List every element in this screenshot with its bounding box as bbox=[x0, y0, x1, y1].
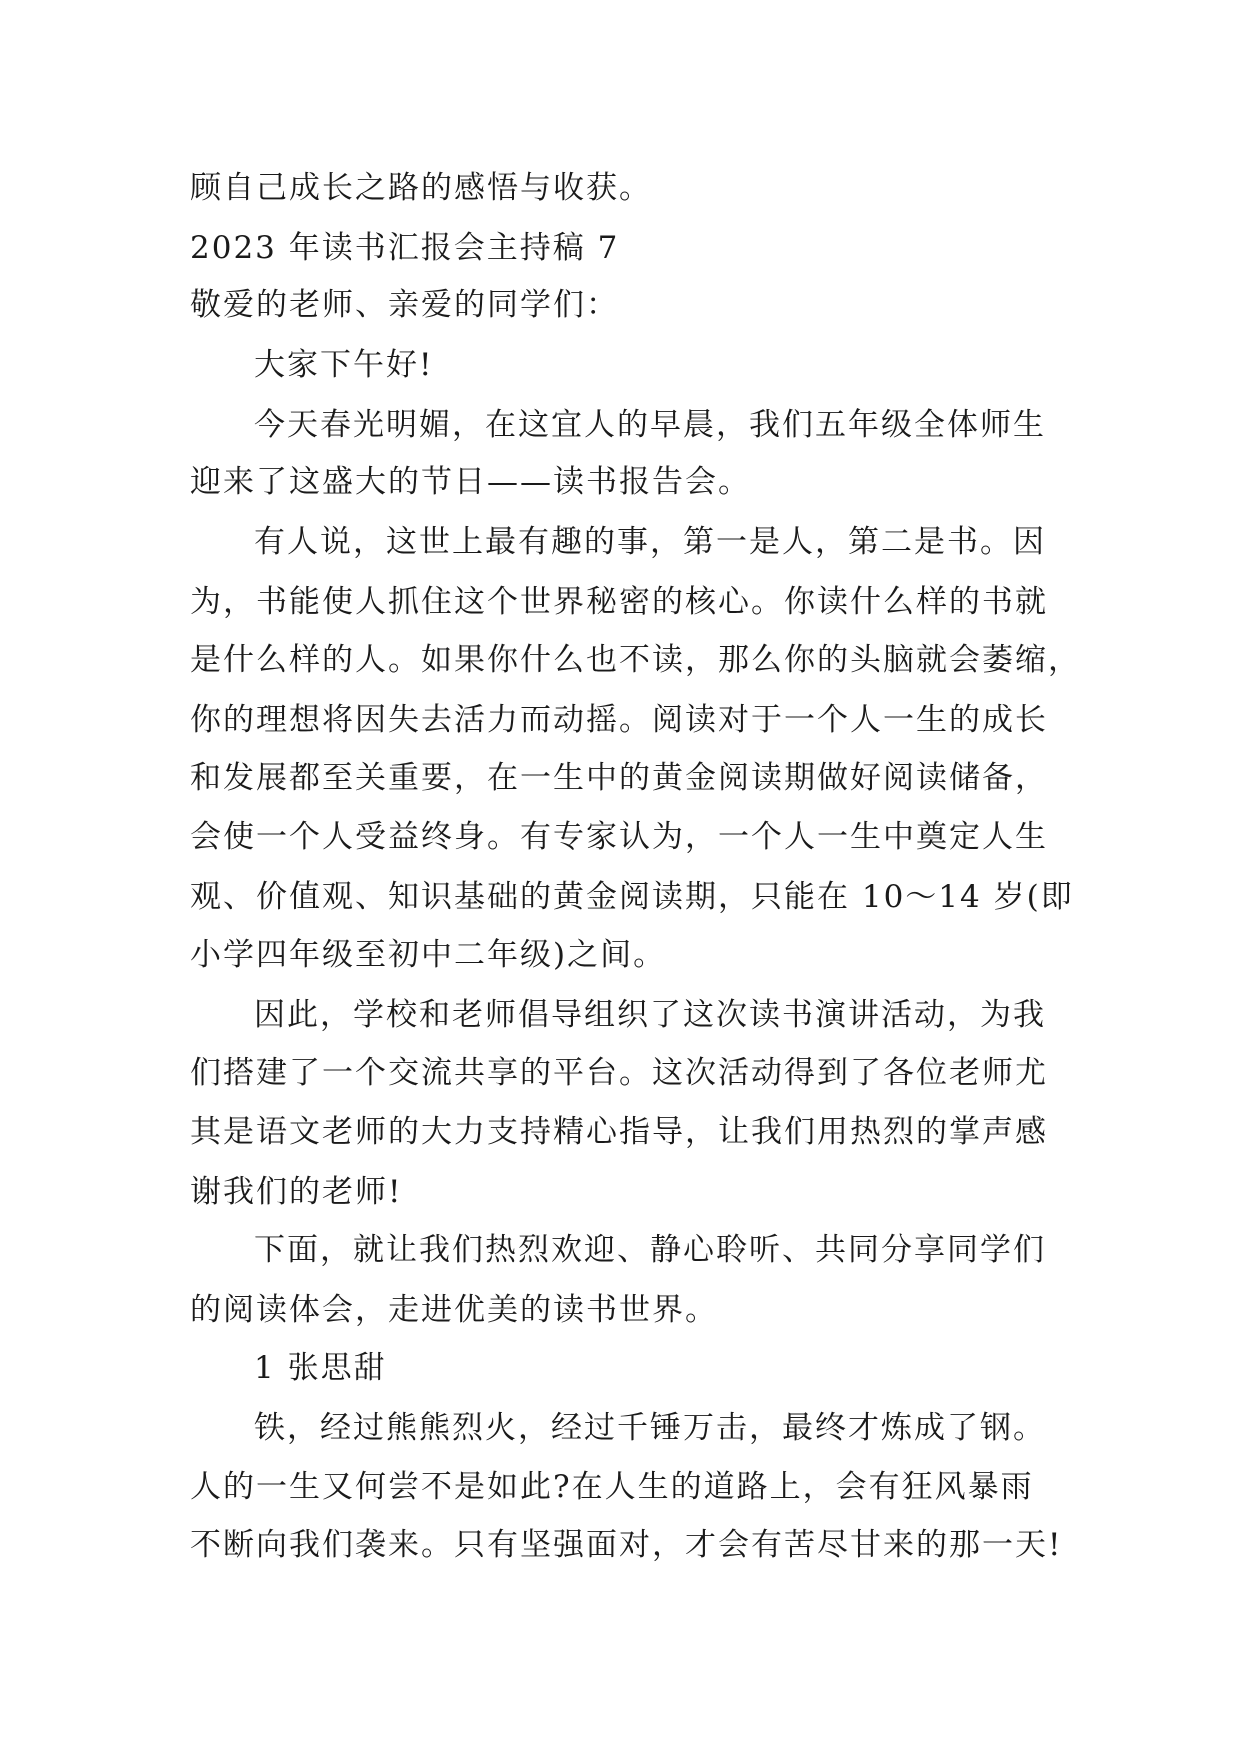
text-line: 有人说，这世上最有趣的事，第一是人，第二是书。因 bbox=[254, 524, 1046, 560]
text-line: 谢我们的老师! bbox=[190, 1174, 403, 1210]
text-line: 迎来了这盛大的节日——读书报告会。 bbox=[190, 464, 751, 500]
text-line: 不断向我们袭来。只有坚强面对，才会有苦尽甘来的那一天! bbox=[190, 1527, 1063, 1563]
text-line: 的阅读体会，走进优美的读书世界。 bbox=[190, 1292, 718, 1328]
text-line: 其是语文老师的大力支持精心指导，让我们用热烈的掌声感 bbox=[190, 1114, 1048, 1150]
text-line: 因此，学校和老师倡导组织了这次读书演讲活动，为我 bbox=[254, 997, 1046, 1033]
salutation-line: 敬爱的老师、亲爱的同学们： bbox=[190, 287, 619, 323]
text-line: 你的理想将因失去活力而动摇。阅读对于一个人一生的成长 bbox=[190, 702, 1048, 738]
text-line: 顾自己成长之路的感悟与收获。 bbox=[190, 170, 652, 206]
text-line: 们搭建了一个交流共享的平台。这次活动得到了各位老师尤 bbox=[190, 1055, 1048, 1091]
text-line: 观、价值观、知识基础的黄金阅读期，只能在 10～14 岁(即 bbox=[190, 879, 1074, 915]
text-line: 人的一生又何尝不是如此?在人生的道路上，会有狂风暴雨 bbox=[190, 1469, 1034, 1505]
text-line: 和发展都至关重要，在一生中的黄金阅读期做好阅读储备， bbox=[190, 760, 1048, 796]
text-line: 会使一个人受益终身。有专家认为，一个人一生中奠定人生 bbox=[190, 819, 1048, 855]
text-line: 铁，经过熊熊烈火，经过千锤万击，最终才炼成了钢。 bbox=[254, 1410, 1046, 1446]
text-line: 下面，就让我们热烈欢迎、静心聆听、共同分享同学们 bbox=[254, 1232, 1046, 1268]
text-line: 今天春光明媚，在这宜人的早晨，我们五年级全体师生 bbox=[254, 407, 1046, 443]
text-line: 是什么样的人。如果你什么也不读，那么你的头脑就会萎缩， bbox=[190, 642, 1081, 678]
text-line: 小学四年级至初中二年级)之间。 bbox=[190, 937, 667, 973]
text-line: 为，书能使人抓住这个世界秘密的核心。你读什么样的书就 bbox=[190, 584, 1048, 620]
greeting-line: 大家下午好! bbox=[254, 347, 434, 383]
speaker-heading: 1 张思甜 bbox=[254, 1350, 387, 1386]
section-title: 2023 年读书汇报会主持稿 7 bbox=[190, 230, 620, 266]
